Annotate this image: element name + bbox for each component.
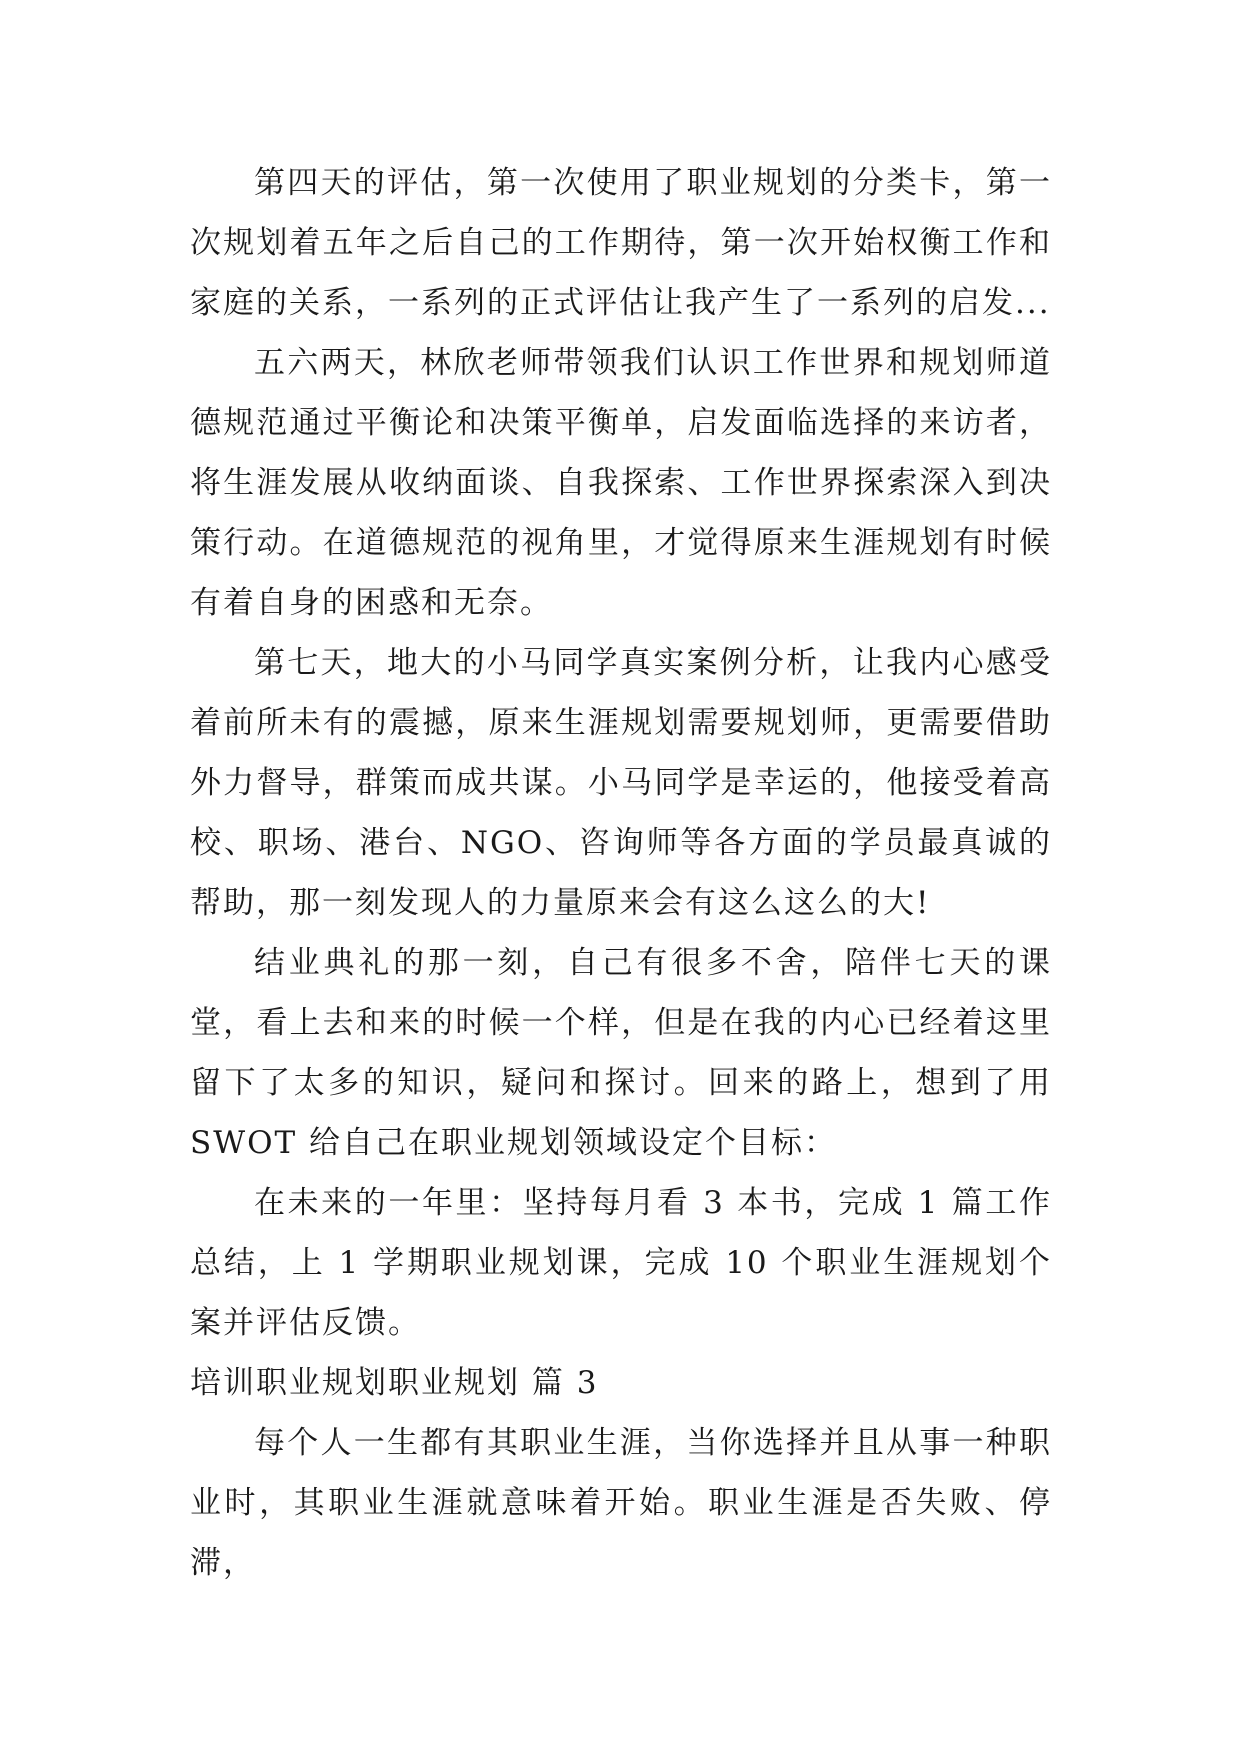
document-body xyxy=(190,153,1052,1593)
paragraph-day-seven: 第七天，地大的小马同学真实案例分析，让我内心感受着前所未有的震撼，原来生涯规划需要规划师，更需要借助外力督导，群策而成共谋。小马同学是幸运的，他接受着高校、职场、港台、NGO、咨询师等各方面的学员最真诚的帮助，那一刻发现人的力量原来会有这么这么的大! xyxy=(190,645,1052,921)
paragraph-goals: 在未来的一年里：坚持每月看 3 本书，完成 1 篇工作总结，上 1 学期职业规划课，完成 10 个职业生涯规划个案并评估反馈。 xyxy=(190,1185,1052,1341)
paragraph-days-five-six: 五六两天，林欣老师带领我们认识工作世界和规划师道德规范通过平衡论和决策平衡单，启发面临选择的来访者，将生涯发展从收纳面谈、自我探索、工作世界探索深入到决策行动。在道德规范的视角里，才觉得原来生涯规划有时候有着自身的困惑和无奈。 xyxy=(190,345,1052,621)
paragraph-career-intro: 每个人一生都有其职业生涯，当你选择并且从事一种职业时，其职业生涯就意味着开始。职业生涯是否失败、停滞， xyxy=(190,1425,1052,1581)
paragraph-graduation: 结业典礼的那一刻，自己有很多不舍，陪伴七天的课堂，看上去和来的时候一个样，但是在我的内心已经着这里留下了太多的知识，疑问和探讨。回来的路上，想到了用 SWOT 给自己在职业规划领域设定个目标： xyxy=(190,945,1052,1161)
paragraph-day-four: 第四天的评估，第一次使用了职业规划的分类卡，第一次规划着五年之后自己的工作期待，第一次开始权衡工作和家庭的关系，一系列的正式评估让我产生了一系列的启发... xyxy=(190,165,1052,321)
section-heading: 培训职业规划职业规划 篇 3 xyxy=(190,1365,599,1401)
